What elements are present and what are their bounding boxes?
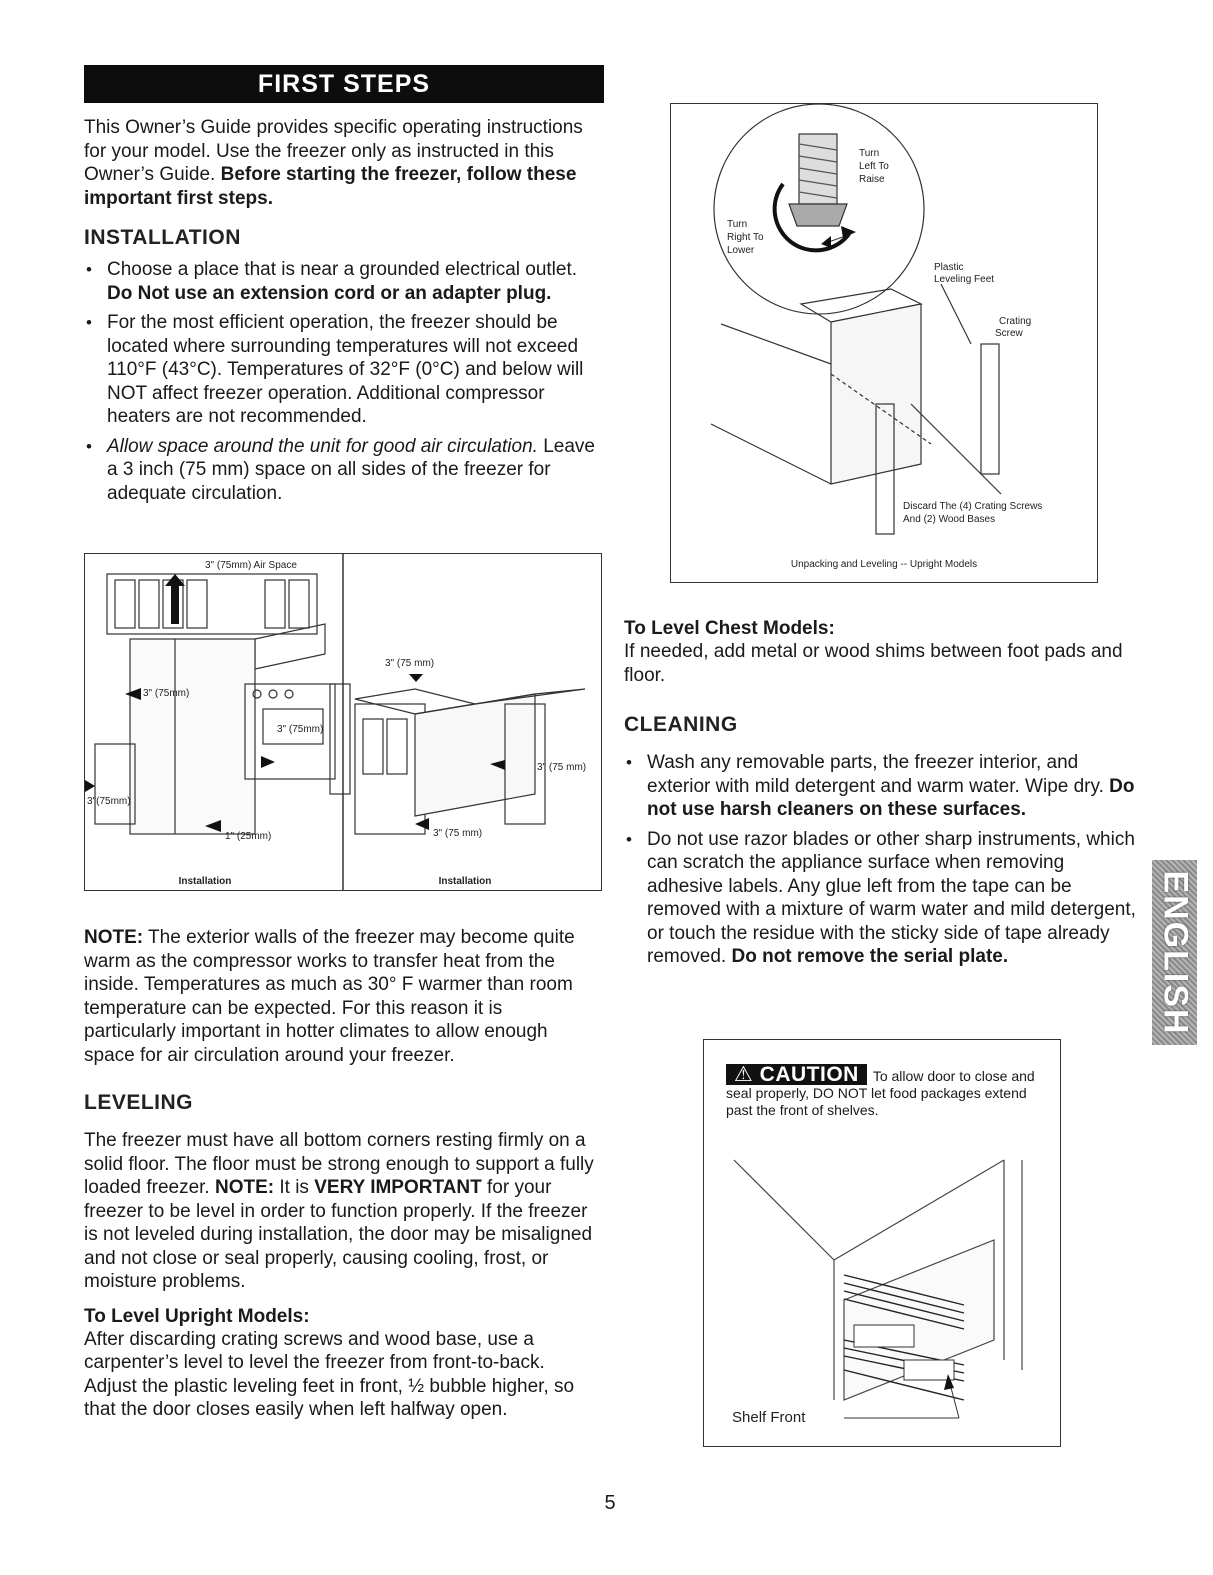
intro-text: This Owner’s Guide provides specific operating instructions for your model. Use the freezer only as instructed in this Owner’s Guide. — [84, 117, 583, 185]
install-label-a: 3" (75mm) — [143, 688, 190, 699]
cleaning-item — [624, 828, 1144, 969]
install-right-label-right: 3" (75 mm) — [537, 762, 587, 773]
caution-text: To allow door to close and seal properly, DO NOT let food packages extend past the front of shelves. — [726, 1068, 1035, 1118]
install-right-label-top: 3" (75 mm) — [385, 658, 435, 669]
leveling-note-label: NOTE: — [214, 1177, 275, 1198]
turn-left-line: Left To — [859, 161, 889, 172]
plastic-feet-line: Plastic — [934, 262, 964, 273]
install-left-caption: Installation — [178, 876, 232, 887]
installation-item — [84, 435, 606, 506]
chest-paragraph: If needed, add metal or wood shims between foot pads and floor. — [624, 641, 1123, 686]
leveling-text-2: It is — [274, 1177, 315, 1198]
install-label-air-space: 3" (75mm) Air Space — [205, 560, 297, 571]
installation-item-text: Choose a place that is near a grounded electrical outlet. — [107, 259, 578, 280]
crating-screw-line: Screw — [995, 328, 1023, 339]
chest-heading: To Level Chest Models: — [624, 618, 835, 639]
installation-item-text: For the most efficient operation, the freezer should be located where surrounding temperatures will not exceed 110°F (43°C). Temperatures of 32°F (0°C) and below will NOT affect freezer operation. Additional compressor heaters are not recommended. — [107, 312, 584, 427]
turn-left-line: Turn — [859, 148, 880, 159]
leveling-very-important: VERY IMPORTANT — [314, 1177, 482, 1198]
left-column — [84, 116, 606, 511]
turn-right-line: Turn — [727, 219, 748, 230]
installation-item — [84, 258, 606, 305]
cleaning-item-text: Wash any removable parts, the freezer interior, and exterior with mild detergent and warm water. Wipe dry. — [647, 752, 1110, 797]
installation-heading: INSTALLATION — [84, 226, 241, 249]
caution-label: CAUTION — [759, 1063, 859, 1086]
upright-leveling-illustration — [671, 104, 1097, 582]
leveling-text-3: for your freezer to be level in order to function properly. If the freezer is not leveled during installation, the door may be misaligned and not close or seal properly, causing cooling, frost, or moisture problems. — [84, 1177, 593, 1292]
cleaning-item-bold: Do not remove the serial plate. — [731, 946, 1009, 967]
note-paragraph — [84, 926, 596, 1067]
page-number: 5 — [604, 1492, 616, 1514]
install-label-c: 3"(75mm) — [87, 796, 131, 807]
leveling-paragraph — [84, 1129, 596, 1294]
installation-figure — [84, 553, 602, 891]
right-column — [624, 618, 1144, 975]
install-label-d: 1" (25mm) — [225, 831, 272, 842]
warning-triangle-icon: ⚠ — [734, 1063, 754, 1086]
installation-item-italic: Allow space around the unit for good air circulation. — [107, 435, 538, 457]
cleaning-list — [624, 751, 1144, 969]
upright-figure-caption: Unpacking and Leveling -- Upright Models — [790, 559, 978, 570]
turn-left-line: Raise — [859, 174, 885, 185]
turn-right-line: Right To — [727, 232, 764, 243]
language-side-tab-label: ENGLISH — [1156, 869, 1194, 1036]
cleaning-item-bold: Do not use harsh cleaners on these surfaces. — [647, 775, 1135, 820]
note-label: NOTE: — [84, 927, 144, 948]
note-text: The exterior walls of the freezer may become quite warm as the compressor works to transfer heat from the inside. Temperatures as much as 30° F warmer than room temperature can be expected. For this reason it is particularly important in hotter climates to allow enough space for air circulation around your freezer. — [84, 927, 575, 1066]
upright-heading: To Level Upright Models: — [84, 1305, 310, 1327]
shelf-front-label: Shelf Front — [732, 1409, 806, 1426]
installation-illustration — [85, 554, 601, 890]
first-steps-banner: FIRST STEPS — [84, 65, 604, 103]
intro-paragraph — [84, 116, 606, 210]
plastic-feet-line: Leveling Feet — [934, 274, 995, 285]
shelf-illustration — [704, 1040, 1060, 1446]
leveling-heading: LEVELING — [84, 1091, 194, 1114]
discard-line: And (2) Wood Bases — [903, 514, 996, 525]
upright-leveling-figure — [670, 103, 1098, 583]
cleaning-item-text: Do not use razor blades or other sharp instruments, which can scratch the appliance surface when removing adhesive labels. Any glue left from the tape can be removed with a mixture of warm water and mild detergent, or touch the residue with the sticky side of tape already removed. — [647, 828, 1136, 967]
installation-item-bold: Do Not use an extension cord or an adapter plug. — [107, 282, 552, 304]
language-side-tab — [1152, 860, 1197, 1045]
installation-list — [84, 258, 606, 505]
upright-paragraph: After discarding crating screws and wood base, use a carpenter’s level to level the freezer from front-to-back. Adjust the plastic leveling feet in front, ½ bubble higher, so that the door closes easily when left halfway open. — [84, 1328, 575, 1420]
crating-screw-line: Crating — [999, 316, 1032, 327]
cleaning-item — [624, 751, 1144, 822]
install-right-caption: Installation — [438, 876, 492, 887]
turn-right-line: Lower — [727, 245, 755, 256]
install-right-label-bottom: 3" (75 mm) — [433, 828, 483, 839]
discard-line: Discard The (4) Crating Screws — [903, 501, 1043, 512]
leveling-text-1: The freezer must have all bottom corners resting firmly on a solid floor. The floor must be strong enough to support a fully loaded freezer. — [84, 1130, 594, 1198]
left-lower-column — [84, 926, 596, 1422]
caution-box — [703, 1039, 1061, 1447]
installation-item — [84, 311, 606, 429]
intro-bold: Before starting the freezer, follow these important first steps. — [84, 164, 577, 209]
installation-item-text: Leave a 3 inch (75 mm) space on all sides of the freezer for adequate circulation. — [107, 435, 595, 504]
cleaning-heading: CLEANING — [624, 713, 738, 736]
install-label-b: 3" (75mm) — [277, 724, 324, 735]
